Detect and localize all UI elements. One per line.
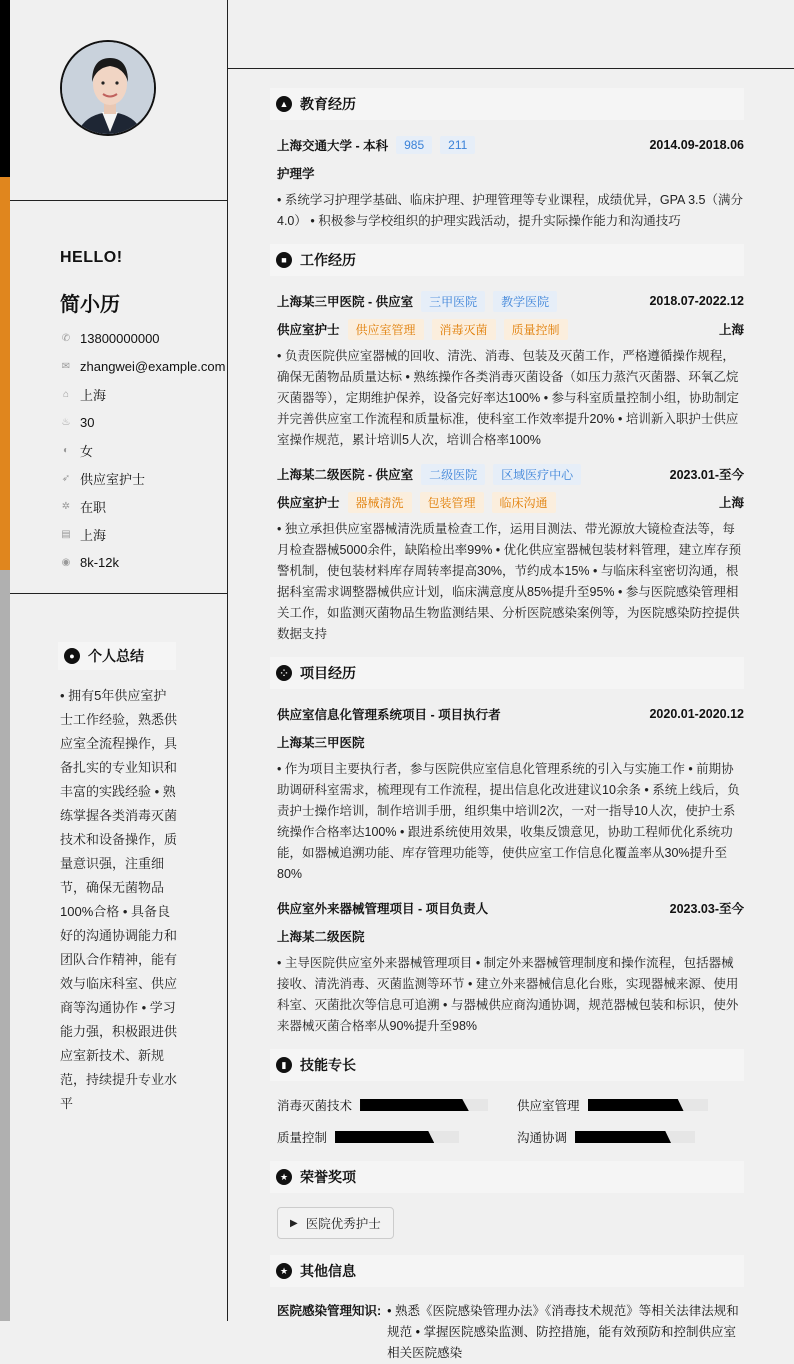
info-row <box>60 520 225 548</box>
skill-tag: 消毒灭菌 <box>432 319 496 340</box>
tag: 区域医疗中心 <box>493 464 581 485</box>
role: 供应室护士 <box>277 323 340 337</box>
date: 2023.03-至今 <box>669 902 744 916</box>
skill-tag: 包装管理 <box>420 492 484 513</box>
skill-bar-fill <box>360 1099 469 1111</box>
section-title: 其他信息 <box>300 1263 356 1279</box>
divider <box>10 200 228 201</box>
tag: 教学医院 <box>493 291 557 312</box>
award-label: 医院优秀护士 <box>305 1217 381 1231</box>
info-row <box>60 324 225 352</box>
other-label: 医院感染管理知识: <box>277 1304 382 1318</box>
other-info <box>277 1301 744 1364</box>
home-icon: ⌂ <box>62 388 70 400</box>
skill-item <box>277 1095 517 1115</box>
skill-name: 消毒灭菌技术 <box>277 1099 353 1113</box>
info-value: 30 <box>80 414 95 430</box>
greeting: HELLO! <box>60 249 123 266</box>
info-row <box>60 352 225 380</box>
accent-stripe-gray <box>0 570 10 1321</box>
date: 2023.01-至今 <box>669 468 744 482</box>
skill-bar <box>575 1131 695 1143</box>
company-name: 上海某二级医院 - 供应室 <box>277 468 414 482</box>
section-header-work <box>270 244 744 276</box>
accent-stripe-black <box>0 0 10 177</box>
info-value: 8k-12k <box>80 554 120 570</box>
section-header-other <box>270 1255 744 1287</box>
divider <box>228 68 794 69</box>
status-icon: ✲ <box>61 500 71 512</box>
date: 2018.07-2022.12 <box>649 294 744 308</box>
tag: 985 <box>396 136 432 154</box>
skill-bar <box>360 1099 488 1111</box>
candidate-name: 简小历 <box>60 294 120 316</box>
divider <box>10 593 228 594</box>
gender-icon: ◐ <box>62 444 70 456</box>
info-value: 女 <box>80 443 94 459</box>
major: 护理学 <box>277 167 315 181</box>
project-desc: • 作为项目主要执行者，参与医院供应室信息化管理系统的引入与实施工作 • 前期协助调研科室需求，梳理现有工作流程，提出信息化改进建议10余条 • 系统上线后，负责护士操作培训，制作培训手册，组织集中培训2次，一对一指导10人次，使护士系统操作合格率达100% • 跟进系统使用效果，收集反馈意见，协助工程师优化系统功能，如器械追溯功能、库存管理功能等，使供应室工作信息化覆盖率从30%提升至80% <box>277 762 740 881</box>
date: 2020.01-2020.12 <box>649 707 744 721</box>
info-row <box>60 408 225 436</box>
skill-tag: 供应室管理 <box>348 319 424 340</box>
bar-chart-icon: ▮ <box>276 1057 292 1073</box>
skill-bar-fill <box>335 1131 434 1143</box>
play-icon: ▶ <box>290 1217 298 1229</box>
skill-bar <box>335 1131 459 1143</box>
project-item <box>277 703 744 885</box>
info-value: 上海 <box>80 527 107 543</box>
grid-icon: ⁘ <box>276 665 292 681</box>
info-value: 13800000000 <box>80 330 160 346</box>
work-item <box>277 463 744 645</box>
info-row <box>60 492 225 520</box>
skill-item <box>517 1127 744 1147</box>
section-header-awards <box>270 1161 744 1193</box>
project-name: 供应室外来器械管理项目 - 项目负责人 <box>277 902 489 916</box>
tag: 211 <box>440 136 475 154</box>
section-title: 工作经历 <box>300 252 356 268</box>
contact-info <box>60 324 225 576</box>
info-value: 供应室护士 <box>80 471 146 487</box>
project-org: 上海某二级医院 <box>277 930 365 944</box>
project-desc: • 主导医院供应室外来器械管理项目 • 制定外来器械管理制度和操作流程，包括器械接收、清洗消毒、灭菌监测等环节 • 建立外来器械信息化台账，实现器械来源、使用科室、灭菌批次等信息可追溯 • 与器械供应商沟通协调，规范器械包装和标识，使外来器械灭菌合格率从90%提升至98% <box>277 956 739 1033</box>
skill-bar <box>588 1099 708 1111</box>
school-name: 上海交通大学 - 本科 <box>277 139 389 153</box>
info-value: zhangwei@example.com <box>80 358 226 374</box>
info-value: 上海 <box>80 387 107 403</box>
user-icon: ● <box>64 648 80 664</box>
section-title: 教育经历 <box>300 96 356 112</box>
section-header-skills <box>270 1049 744 1081</box>
summary-text: • 拥有5年供应室护士工作经验，熟悉供应室全流程操作，具备扎实的专业知识和丰富的实践经验 • 熟练掌握各类消毒灭菌技术和设备操作，质量意识强，注重细节，确保无菌物品100%合格 • 具备良好的沟通协调能力和团队合作精神，能有效与临床科室、供应商等沟通协作 • 学习能力强，积极跟进供应室新技术、新规范，持续提升专业水平 <box>60 688 178 1111</box>
section-title: 荣誉奖项 <box>300 1169 356 1185</box>
work-desc: • 负责医院供应室器械的回收、清洗、消毒、包装及灭菌工作，严格遵循操作规程，确保无菌物品质量达标 • 熟练操作各类消毒灭菌设备（如压力蒸汽灭菌器、环氧乙烷灭菌器等），定期维护保养，设备完好率达100% • 参与科室质量控制小组，协助制定并完善供应室工作流程和质量标准，使科室工作效率提升20% • 培训新入职护士供应室操作规范，累计培训5人次，培训合格率100% <box>277 349 740 447</box>
main-content <box>277 88 744 1364</box>
skill-tag: 器械清洗 <box>348 492 412 513</box>
award-icon: ★ <box>276 1169 292 1185</box>
skill-item <box>277 1127 517 1147</box>
info-row <box>60 464 225 492</box>
section-header-projects <box>270 657 744 689</box>
city: 上海 <box>718 323 744 337</box>
award-item <box>277 1207 394 1239</box>
position-icon: ➶ <box>61 472 71 484</box>
phone-icon: ✆ <box>61 332 71 344</box>
skill-bar-fill <box>588 1099 684 1111</box>
skill-name: 质量控制 <box>277 1131 328 1145</box>
skill-tag: 质量控制 <box>504 319 568 340</box>
briefcase-icon: ■ <box>276 252 292 268</box>
info-row <box>60 436 225 464</box>
section-title: 技能专长 <box>300 1057 356 1073</box>
company-name: 上海某三甲医院 - 供应室 <box>277 295 414 309</box>
project-name: 供应室信息化管理系统项目 - 项目执行者 <box>277 708 501 722</box>
avatar <box>60 40 156 136</box>
city: 上海 <box>718 496 744 510</box>
info-row <box>60 548 225 576</box>
salary-icon: ◉ <box>61 556 71 568</box>
skill-tag: 临床沟通 <box>492 492 556 513</box>
education-item <box>277 134 744 156</box>
work-item <box>277 290 744 451</box>
skill-name: 供应室管理 <box>517 1099 580 1113</box>
section-header-education <box>270 88 744 120</box>
section-title: 项目经历 <box>300 665 356 681</box>
project-item <box>277 897 744 1037</box>
mail-icon: ✉ <box>61 360 71 372</box>
education-desc: • 系统学习护理学基础、临床护理、护理管理等专业课程，成绩优异，GPA 3.5（满分4.0） • 积极参与学校组织的护理实践活动，提升实际操作能力和沟通技巧 <box>277 193 743 228</box>
section-header-summary <box>58 642 176 670</box>
info-value: 在职 <box>80 499 107 515</box>
other-text: • 熟悉《医院感染管理办法》《消毒技术规范》等相关法律法规和规范 • 掌握医院感染监测、防控措施，能有效预防和控制供应室相关医院感染 <box>387 1304 739 1360</box>
accent-stripe-orange <box>0 177 10 570</box>
date: 2014.09-2018.06 <box>649 138 744 152</box>
skill-item <box>517 1095 744 1115</box>
star-icon: ★ <box>276 1263 292 1279</box>
tag: 三甲医院 <box>421 291 485 312</box>
work-desc: • 独立承担供应室器械清洗质量检查工作，运用目测法、带光源放大镜检查法等，每月检查器械5000余件，缺陷检出率99% • 优化供应室器械包装材料管理，建立库存预警机制，使包装材料库存周转率提高30%，节约成本15% • 与临床科室密切沟通，根据科室需求调整器械供应计划，临床满意度从85%提升至95% • 参与医院感染管理相关工作，如监测灭菌物品生物监测结果、分析医院感染案例等，为医院感染防控提供数据支持 <box>277 522 742 641</box>
section-title: 个人总结 <box>88 648 144 664</box>
city-icon: ▤ <box>61 528 71 540</box>
info-row <box>60 380 225 408</box>
project-org: 上海某三甲医院 <box>277 736 365 750</box>
skill-name: 沟通协调 <box>517 1131 568 1145</box>
age-icon: ♨ <box>61 416 71 428</box>
skill-bar-fill <box>575 1131 671 1143</box>
graduation-cap-icon: ▲ <box>276 96 292 112</box>
role: 供应室护士 <box>277 496 340 510</box>
tag: 二级医院 <box>421 464 485 485</box>
